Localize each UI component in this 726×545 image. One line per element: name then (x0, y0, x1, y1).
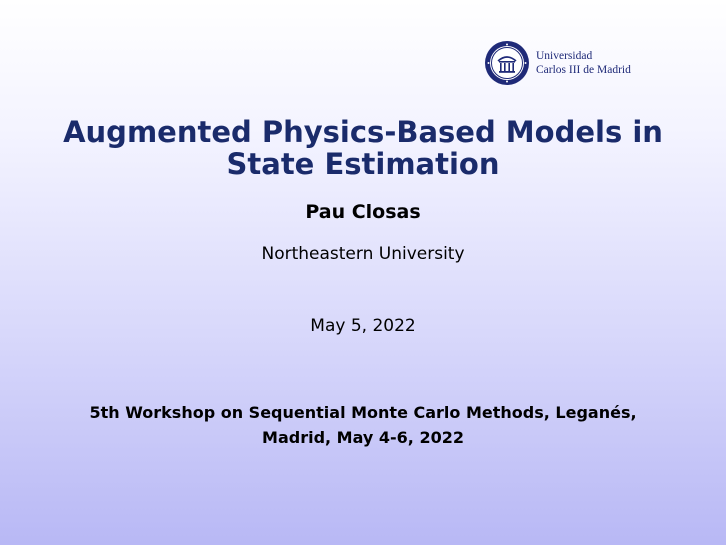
presentation-date: May 5, 2022 (310, 316, 416, 336)
author-name: Pau Closas (305, 201, 421, 223)
author-affiliation: Northeastern University (261, 244, 465, 264)
university-seal-icon (484, 40, 530, 86)
university-name (536, 49, 631, 77)
university-logo (484, 40, 631, 86)
slide-title-line2: State Estimation (226, 147, 500, 181)
slide-title (0, 116, 726, 180)
event-name (40, 400, 686, 450)
event-name-line2: Madrid, May 4-6, 2022 (262, 428, 464, 447)
university-name-line1: Universidad (536, 50, 593, 62)
event-name-line1: 5th Workshop on Sequential Monte Carlo Methods, Leganés, (89, 403, 637, 422)
slide-title-line1: Augmented Physics-Based Models in (63, 115, 663, 149)
university-name-line2: Carlos III de Madrid (536, 64, 631, 76)
